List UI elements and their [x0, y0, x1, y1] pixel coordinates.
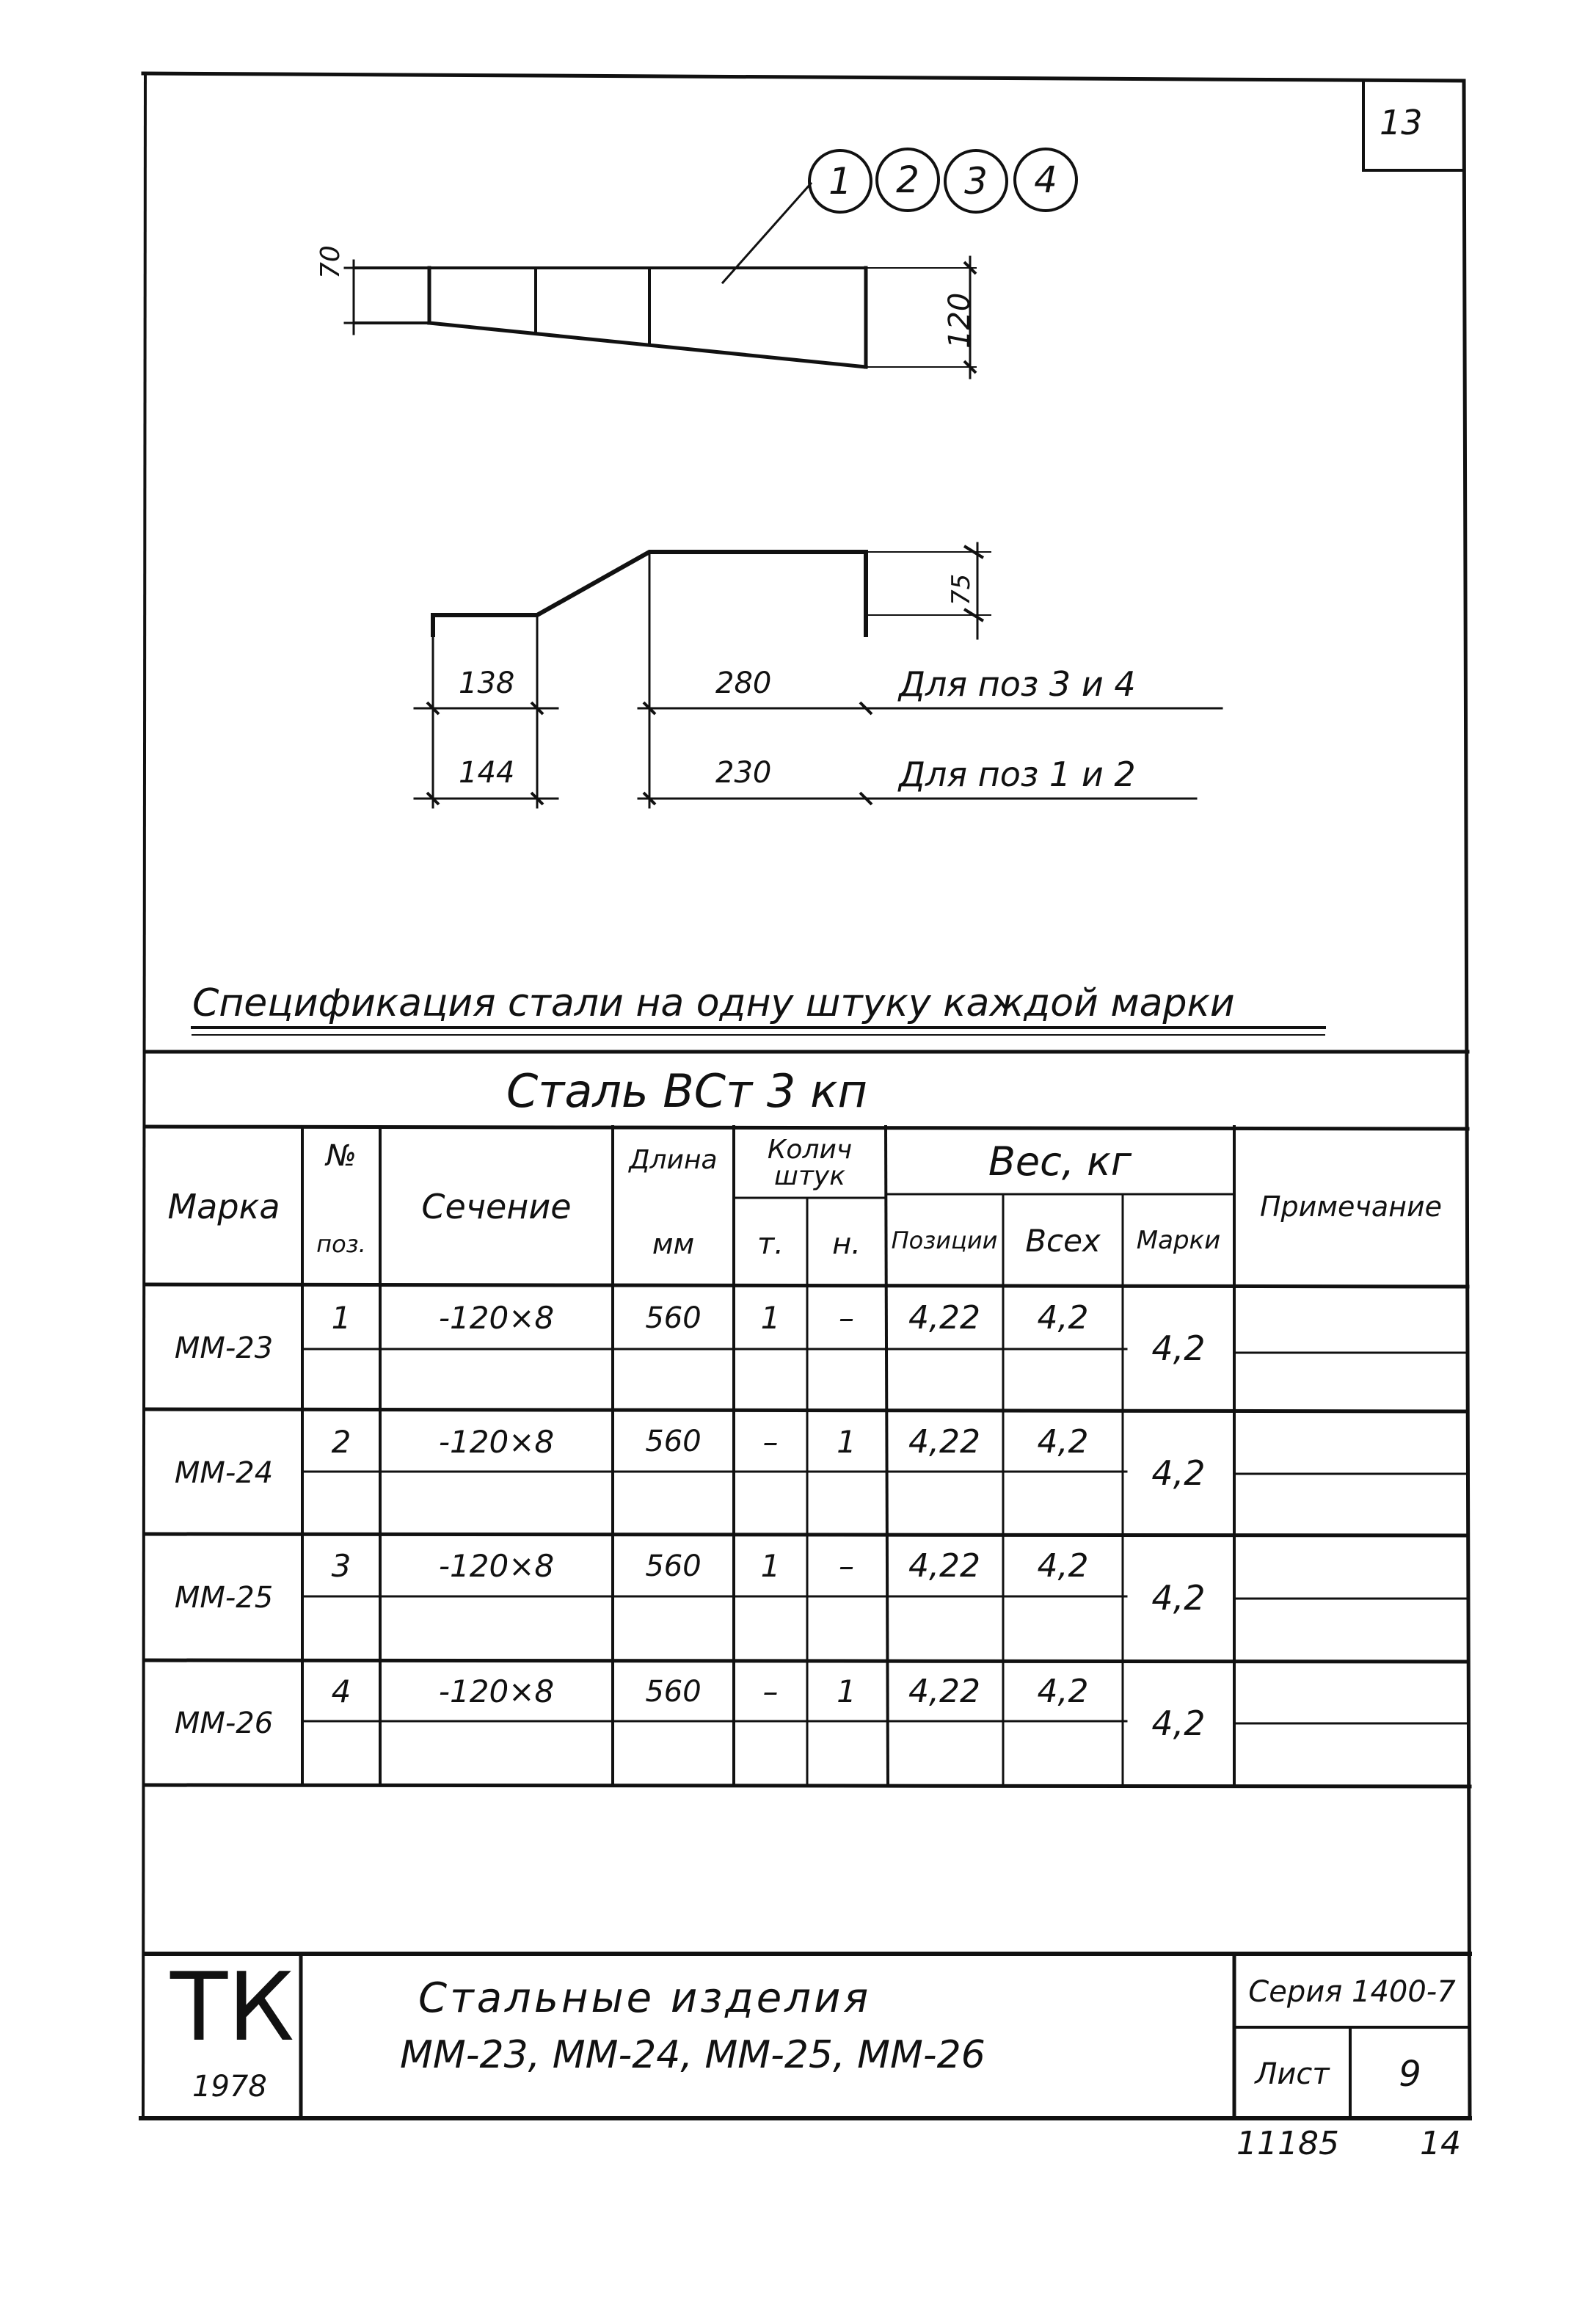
- position-marker-3: 3: [964, 160, 988, 203]
- org-logo: ТК: [170, 1953, 295, 2062]
- header-w-mark: Марки: [1136, 1226, 1221, 1255]
- steel-grade: Сталь ВСт 3 кп: [506, 1064, 868, 1118]
- sheet-corner-number: 13: [1380, 103, 1423, 142]
- header-qty-t: т.: [757, 1227, 784, 1261]
- position-marker-2: 2: [896, 159, 919, 201]
- row3-pos: 3: [331, 1548, 351, 1584]
- row4-w-mark: 4,2: [1151, 1704, 1206, 1743]
- row2-w-pos: 4,22: [908, 1422, 980, 1461]
- row3-w-all: 4,2: [1037, 1547, 1089, 1585]
- dim-row2-right: 230: [715, 756, 772, 790]
- row3-section: -120×8: [438, 1548, 555, 1584]
- header-qty: Колич штук: [767, 1135, 853, 1191]
- dim-row1-left: 138: [459, 666, 515, 700]
- row3-w-mark: 4,2: [1151, 1578, 1206, 1618]
- header-weight: Вес, кг: [988, 1138, 1132, 1185]
- row3-qty-n: –: [839, 1548, 854, 1584]
- spec-title: Спецификация стали на одну штуку каждой марки: [192, 981, 1235, 1025]
- header-w-pos: Позиции: [891, 1226, 998, 1254]
- row3-mark: ММ-25: [174, 1581, 274, 1615]
- row4-section: -120×8: [438, 1673, 555, 1709]
- row4-mark: ММ-26: [174, 1706, 274, 1740]
- header-length: Длина: [629, 1144, 718, 1175]
- row4-w-pos: 4,22: [908, 1673, 980, 1710]
- dim-row2-note: Для поз 1 и 2: [899, 755, 1136, 794]
- dim-rise: 75: [947, 573, 976, 606]
- row1-w-pos: 4,22: [908, 1299, 980, 1337]
- header-qty-n: н.: [832, 1227, 861, 1261]
- row3-length: 560: [645, 1549, 702, 1583]
- row1-qty-t: 1: [760, 1300, 781, 1336]
- row2-w-mark: 4,2: [1151, 1453, 1206, 1493]
- header-pos-sub: поз.: [316, 1230, 366, 1258]
- row1-w-mark: 4,2: [1151, 1328, 1206, 1368]
- row3-qty-t: 1: [760, 1548, 781, 1584]
- dim-left-height: 70: [316, 245, 346, 279]
- row2-qty-t: –: [762, 1423, 779, 1460]
- header-section: Сечение: [421, 1187, 572, 1226]
- dim-row1-right: 280: [715, 666, 772, 700]
- row2-length: 560: [645, 1425, 702, 1458]
- header-w-all: Всех: [1025, 1222, 1101, 1259]
- title-block-year: 1978: [192, 2070, 267, 2104]
- row1-pos: 1: [331, 1300, 351, 1336]
- row1-w-all: 4,2: [1037, 1299, 1089, 1337]
- row2-qty-n: 1: [837, 1423, 856, 1460]
- row2-w-all: 4,2: [1037, 1422, 1089, 1461]
- page-number: 14: [1420, 2125, 1461, 2162]
- row1-length: 560: [645, 1301, 702, 1335]
- row1-section: -120×8: [438, 1300, 555, 1336]
- title-line-1: Стальные изделия: [418, 1974, 872, 2022]
- row2-mark: ММ-24: [174, 1455, 274, 1490]
- row4-w-all: 4,2: [1037, 1673, 1089, 1710]
- row2-section: -120×8: [438, 1423, 555, 1460]
- row1-mark: ММ-23: [174, 1331, 274, 1365]
- row4-qty-n: 1: [837, 1673, 856, 1709]
- header-note: Примечание: [1259, 1190, 1443, 1223]
- dim-right-height: 120: [943, 292, 977, 349]
- row1-qty-n: –: [839, 1300, 854, 1336]
- row3-w-pos: 4,22: [908, 1547, 980, 1585]
- sheet-label: Лист: [1255, 2057, 1330, 2091]
- dim-row1-note: Для поз 3 и 4: [899, 664, 1136, 704]
- sheet-number: 9: [1399, 2053, 1421, 2095]
- row2-pos: 2: [331, 1423, 351, 1460]
- row4-qty-t: –: [762, 1673, 779, 1709]
- row4-length: 560: [645, 1674, 702, 1709]
- header-length-unit: мм: [652, 1228, 695, 1260]
- series-label: Серия 1400-7: [1248, 1974, 1456, 2009]
- dim-row2-left: 144: [459, 756, 515, 790]
- title-line-2: ММ-23, ММ-24, ММ-25, ММ-26: [400, 2033, 985, 2077]
- position-marker-4: 4: [1034, 159, 1057, 201]
- archive-number: 11185: [1236, 2125, 1339, 2162]
- row4-pos: 4: [331, 1673, 351, 1709]
- position-marker-1: 1: [828, 160, 852, 203]
- header-mark: Марка: [167, 1187, 280, 1226]
- header-pos-no: №: [326, 1139, 357, 1173]
